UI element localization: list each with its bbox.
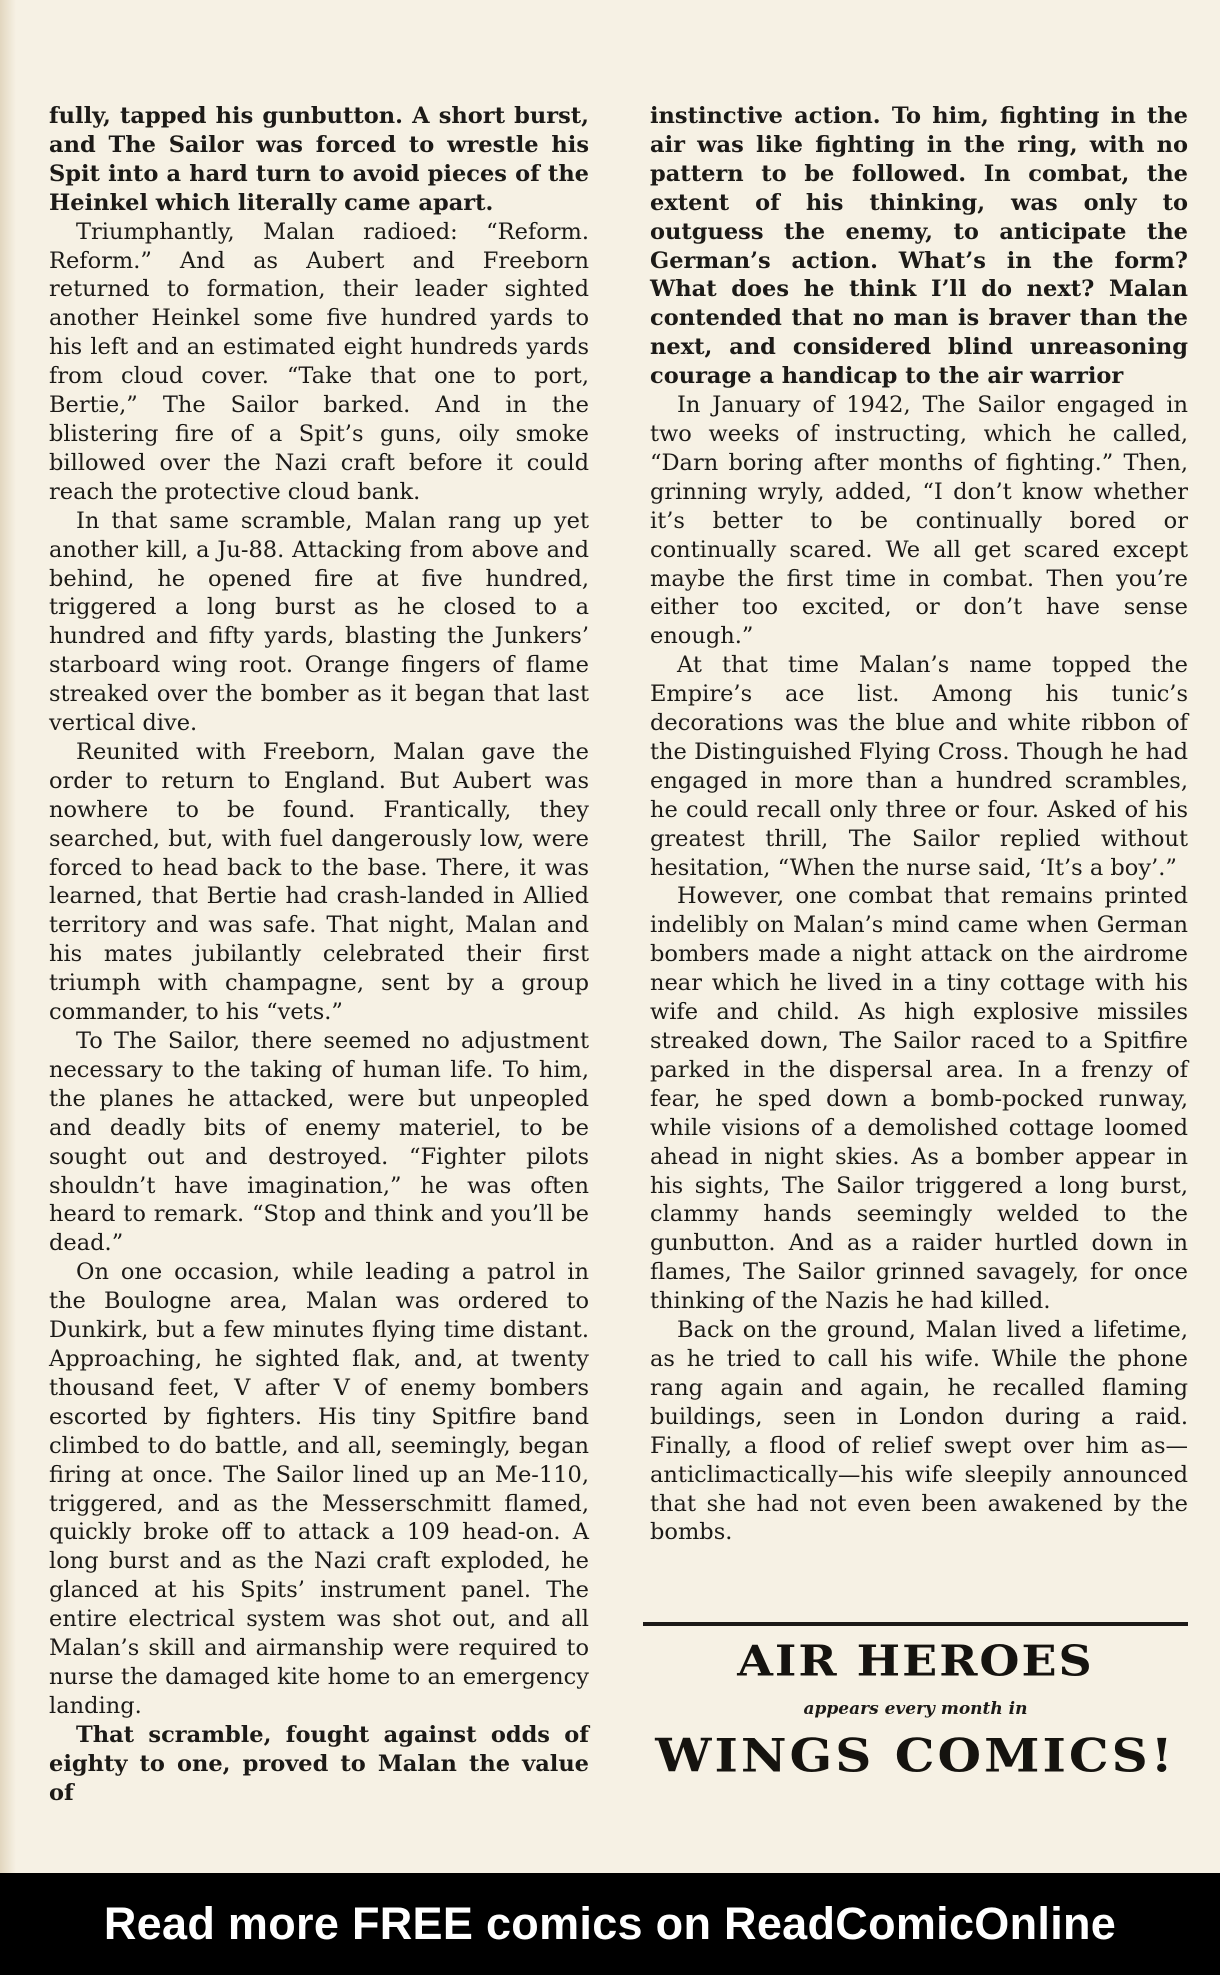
article-left-column [49,102,589,1807]
paragraph: At that time Malan’s name topped the Empire’s ace list. Among his tunic’s decorations was the blue and white ribbon of the Distinguished Flying Cross. Though he had engaged in more than a hundred scrambles, he could recall only three or four. Asked of his greatest thrill, The Sailor replied without hesitation, “When the nurse said, ‘It’s a boy’.” [650,652,1188,881]
advert-subtitle: appears every month in [803,1699,1028,1719]
advert-divider [643,1622,1188,1626]
paragraph: In that same scramble, Malan rang up yet another kill, a Ju-88. Attacking from above and behind, he opened fire at five hundred, triggered a long burst as he closed to a hundred and fifty yards, blasting the Junkers’ starboard wing root. Orange fingers of flame streaked over the bomber as it began that last vertical dive. [49,507,589,737]
page-edge-shadow [0,0,16,1873]
paragraph: instinctive action. To him, fighting in the air was like fighting in the ring, with no pattern to be followed. In combat, the extent of his thinking, was only to outguess the enemy, to anticipate the German’s action. What’s in the form? What does he think I’ll do next? Malan contended that no man is braver than the next, and considered blind unreasoning courage a handicap to the air warrior [650,103,1188,390]
paragraph: On one occasion, while leading a patrol in the Boulogne area, Malan was ordered to Dunkirk, but a few minutes flying time distant. Approaching, he sighted flak, and, at twenty thousand feet, V after V of enemy bombers escorted by fighters. His tiny Spitfire band climbed to do battle, and all, seemingly, began firing at once. The Sailor lined up an Me-110, triggered, and as the Messerschmitt flamed, quickly broke off to attack a 109 head-on. A long burst and as the Nazi craft exploded, he glanced at his Spits’ instrument panel. The entire electrical system was shot out, and all Malan’s skill and airmanship were required to nurse the damaged kite home to an emergency landing. [49,1259,589,1719]
article-right-column [650,102,1188,1547]
paragraph: That scramble, fought against odds of eighty to one, proved to Malan the value of [49,1721,589,1806]
advert-title: AIR HEROES [737,1636,1094,1686]
paragraph: Triumphantly, Malan radioed: “Reform. Reform.” And as Aubert and Freeborn returned to formation, their leader sighted another Heinkel some five hundred yards to his left and an estimated eight hundreds yards from cloud cover. “Take that one to port, Bertie,” The Sailor barked. And in the blistering fire of a Spit’s guns, oily smoke billowed over the Nazi craft before it could reach the protective cloud bank. [49,218,589,505]
promo-banner[interactable] [0,1873,1220,1975]
paragraph [49,102,589,218]
paragraph: Reunited with Freeborn, Malan gave the order to return to England. But Aubert was nowhere to be found. Frantically, they searched, but, with fuel dangerously low, were forced to head back to the base. There, it was learned, that Bertie had crash-landed in Allied territory and was safe. That night, Malan and his mates jubilantly celebrated their first triumph with champagne, sent by a group commander, to his “vets.” [49,738,589,1026]
paragraph: However, one combat that remains printed indelibly on Malan’s mind came when German bombers made a night attack on the airdrome near which he lived in a tiny cottage with his wife and child. As high explosive missiles streaked down, The Sailor raced to a Spitfire parked in the dispersal area. In a frenzy of fear, he sped down a bomb-pocked runway, while visions of a demolished cottage loomed ahead in night skies. As a bomber appear in his sights, The Sailor triggered a long burst, clammy hands seemingly welded to the gunbutton. And as a raider hurtled down in flames, The Sailor grinned savagely, for once thinking of the Nazis he had killed. [650,883,1188,1315]
advert-magazine-name: WINGS COMICS! [655,1728,1176,1783]
paragraph-rest: A short burst, and The Sailor was forced to wrestle his Spit into a hard turn to avoid pieces of the Heinkel which literally came apart. [49,103,589,216]
paragraph: Back on the ground, Malan lived a lifetime, as he tried to call his wife. While the phone rang again and again, he recalled flaming buildings, seen in London during a raid. Finally, a flood of relief swept over him as—anticlimactically—his wife sleepily announced that she had not even been awakened by the bombs. [650,1317,1188,1546]
paragraph: In January of 1942, The Sailor engaged in two weeks of instructing, which he called, “Darn boring after months of fighting.” Then, grinning wryly, added, “I don’t know whether it’s better to be continually bored or continually scared. We all get scared except maybe the first time in combat. Then you’re either too excited, or don’t have sense enough.” [650,392,1188,650]
promo-banner-text[interactable]: Read more FREE comics on ReadComicOnline [103,1898,1117,1949]
paragraph-lead: fully, tapped his gunbutton. [49,103,403,129]
paragraph: To The Sailor, there seemed no adjustment necessary to the taking of human life. To him, the planes he attacked, were but unpeopled and deadly bits of enemy materiel, to be sought out and destroyed. “Fighter pilots shouldn’t have imagination,” he was often heard to remark. “Stop and think and you’ll be dead.” [49,1028,589,1257]
